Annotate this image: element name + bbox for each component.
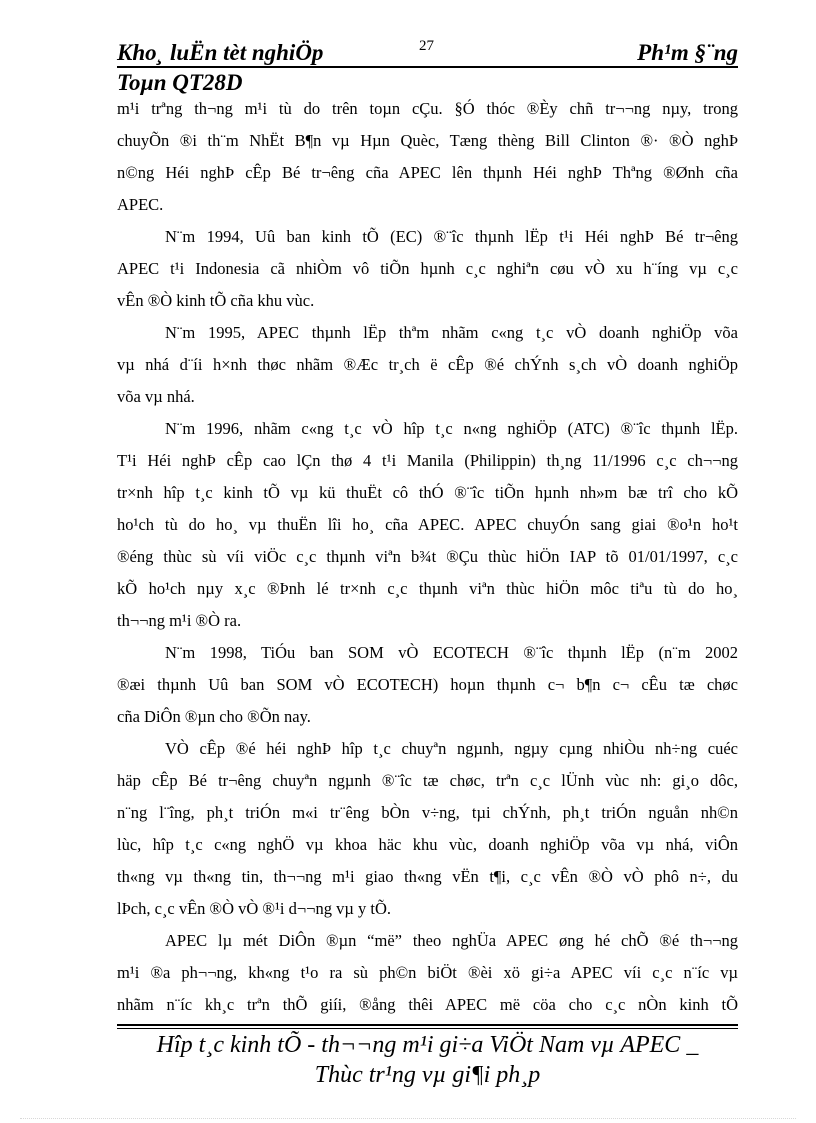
body-line: m¹i ®a ph¬¬ng, kh«ng t¹o ra sù ph©n biÖt ®èi xö gi÷a APEC víi c¸c n¨íc vµ (117, 963, 738, 982)
body-line: lÞch, c¸c vÊn ®Ò vÒ ®¹i d¬¬ng vµ y tÕ. (117, 899, 391, 918)
body-line: APEC lµ mét DiÔn ®µn “më” theo nghÜa APEC øng hé chÕ ®é th¬¬ng (165, 931, 738, 950)
body-line: N¨m 1994, Uû ban kinh tÕ (EC) ®¨îc thµnh lËp t¹i Héi nghÞ Bé tr¬êng (165, 227, 738, 246)
body-line: vµ nhá d¨íi h×nh thøc nhãm ®Æc tr¸ch ë cÊp ®é chÝnh s¸ch vÒ doanh nghiÖp (117, 355, 738, 374)
footer-rule-thin (117, 1028, 738, 1029)
body-line: ®éng thùc sù víi viÖc c¸c thµnh viªn b¾t ®Çu thùc hiÖn IAP tõ 01/01/1997, c¸c (117, 547, 738, 566)
body-line: APEC. (117, 195, 164, 214)
body-line: kÕ ho¹ch nµy x¸c ®Þnh lé tr×nh c¸c thµnh viªn thùc hiÖn môc tiªu tù do ho¸ (117, 579, 738, 598)
body-line: m¹i trªng th¬ng m¹i tù do trên toµn cÇu. §Ó thóc ®Èy chñ tr¬¬ng nµy, trong (117, 99, 738, 118)
body-line: APEC t¹i Indonesia cã nhiÒm vô tiÕn hµnh c¸c nghiªn cøu vÒ xu h¨íng vµ c¸c (117, 259, 738, 278)
body-line: N¨m 1996, nhãm c«ng t¸c vÒ hîp t¸c n«ng nghiÖp (ATC) ®¨îc thµnh lËp. (165, 419, 738, 438)
page-number: 27 (419, 38, 434, 54)
footer-title (117, 1030, 738, 1090)
body-line: n¨ng l¨îng, ph¸t triÓn m«i tr¨êng bÒn v÷ng, tµi chÝnh, ph¸t triÓn nguån nh©n (117, 803, 738, 822)
body-text (117, 93, 738, 1021)
body-line: tr×nh hîp t¸c kinh tÕ vµ kü thuËt cô thÓ ®¨îc tiÕn hµnh nh»m bæ trî cho kÕ (117, 483, 738, 502)
body-line: häp cÊp Bé tr¬êng chuyªn ngµnh ®¨îc tæ chøc, trªn c¸c lÜnh vùc nh: gi¸o dôc, (117, 771, 738, 790)
footer-title-line-1: Hîp t¸c kinh tÕ - th¬¬ng m¹i gi÷a ViÖt Nam vµ APEC _ (156, 1032, 699, 1058)
body-line: cña DiÔn ®µn cho ®Õn nay. (117, 707, 311, 726)
body-line: chuyÕn ®i th¨m NhËt B¶n vµ Hµn Quèc, Tæng thèng Bill Clinton ®· ®Ò nghÞ (117, 131, 738, 150)
body-line: vÊn ®Ò kinh tÕ cña khu vùc. (117, 291, 315, 310)
header-author-class: Toµn QT28D (117, 70, 243, 95)
page-bottom-dotted-border (20, 1118, 796, 1119)
body-line: N¨m 1995, APEC thµnh lËp thªm nhãm c«ng t¸c vÒ doanh nghiÖp võa (165, 323, 738, 342)
footer-title-line-2: Thùc tr¹ng vµ gi¶i ph¸p (314, 1062, 541, 1088)
body-line: nhãm n¨íc kh¸c trªn thÕ giíi, ®ång thêi APEC më cöa cho c¸c nÒn kinh tÕ (117, 995, 738, 1014)
body-line: lùc, hîp t¸c c«ng nghÖ vµ khoa häc khu vùc, doanh nghiÖp võa vµ nhá, viÔn (117, 835, 738, 854)
body-line: th¬¬ng m¹i ®Ò ra. (117, 611, 242, 630)
body-line: N¨m 1998, TiÓu ban SOM vÒ ECOTECH ®¨îc thµnh lËp (n¨m 2002 (165, 643, 738, 662)
body-line: VÒ cÊp ®é héi nghÞ hîp t¸c chuyªn ngµnh, ngµy cµng nhiÒu nh÷ng cuéc (165, 739, 738, 758)
footer-rule-thick (117, 1024, 738, 1026)
header-thesis-label: Kho¸ luËn tèt nghiÖp (117, 40, 324, 65)
body-line: n©ng Héi nghÞ cÊp Bé tr¬êng cña APEC lên thµnh Héi nghÞ Thªng ®Ønh cña (117, 163, 738, 182)
body-line: T¹i Héi nghÞ cÊp cao lÇn thø 4 t¹i Manila (Philippin) th¸ng 11/1996 c¸c ch¬¬ng (117, 451, 738, 470)
body-line: th«ng vµ th«ng tin, th¬¬ng m¹i giao th«ng vËn t¶i, c¸c vÊn ®Ò vÒ phô n÷, du (117, 867, 738, 886)
header-author-name: Ph¹m §¨ng (637, 40, 738, 65)
body-line: ®æi thµnh Uû ban SOM vÒ ECOTECH) hoµn thµnh c¬ b¶n c¬ cÊu tæ chøc (117, 675, 738, 694)
body-line: ho¹ch tù do ho¸ vµ thuËn lîi ho¸ cña APEC. APEC chuyÓn sang giai ®o¹n ho¹t (117, 515, 738, 534)
body-line: võa vµ nhá. (117, 387, 195, 406)
header-rule (117, 66, 738, 68)
